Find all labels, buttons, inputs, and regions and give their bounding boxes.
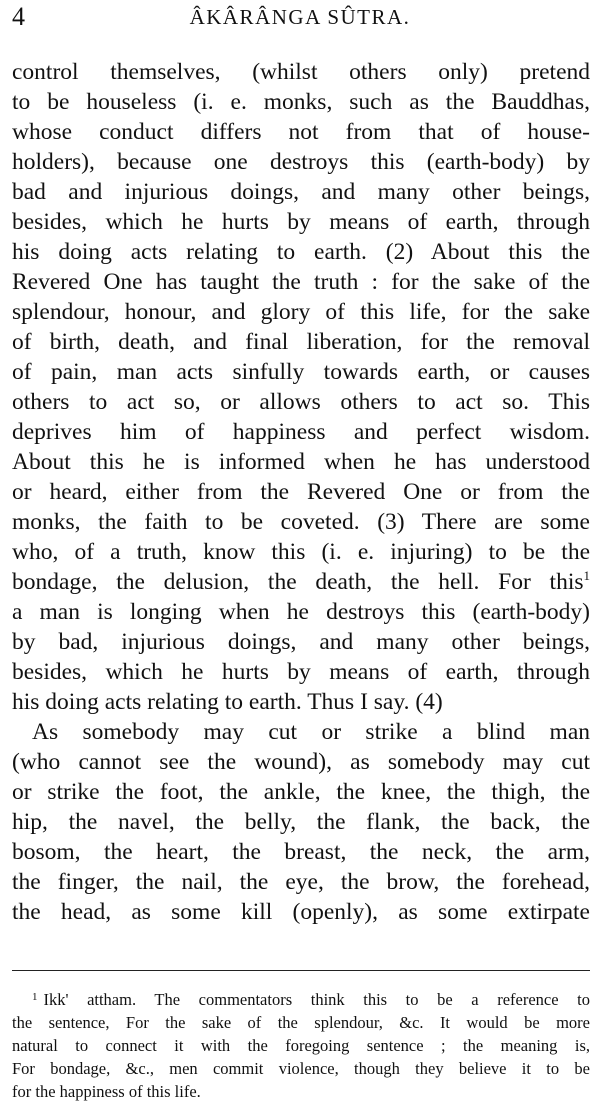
text-line: About this he is informed when he has understood (12, 449, 590, 475)
main-text (12, 57, 590, 927)
text-line: the finger, the nail, the eye, the brow, the forehead, (12, 869, 590, 895)
text-line: his doing acts relating to earth. Thus I say. (4) (12, 689, 443, 715)
footnote-line: natural to connect it with the foregoing sentence ; the meaning is, (12, 1036, 590, 1055)
text-line: Revered One has taught the truth : for the sake of the (12, 269, 590, 295)
text-line: besides, which he hurts by means of earth, through (12, 659, 590, 685)
footnote-first-line (12, 988, 590, 1011)
footnote-line: The commentators think this to be a reference to (154, 990, 590, 1009)
footnote (12, 988, 590, 1103)
text-line-with-footnote-ref (12, 567, 590, 597)
text-line: monks, the faith to be coveted. (3) There are some (12, 509, 590, 535)
text-line: of birth, death, and final liberation, for the removal (12, 329, 590, 355)
text-line: holders), because one destroys this (earth-body) by (12, 149, 590, 175)
text-line: others to act so, or allows others to act so. This (12, 389, 590, 415)
footnote-line: for the happiness of this life. (12, 1082, 201, 1101)
text-line: control themselves, (whilst others only) pretend (12, 59, 590, 85)
text-line: a man is longing when he destroys this (earth-body) (12, 599, 590, 625)
text-line: or strike the foot, the ankle, the knee, the thigh, the (12, 779, 590, 805)
text-line: (who cannot see the wound), as somebody may cut (12, 749, 590, 775)
text-line: or heard, either from the Revered One or from the (12, 479, 590, 505)
text-line: his doing acts relating to earth. (2) About this the (12, 239, 590, 265)
footnote-phrase: Ikk' attham. (43, 990, 137, 1009)
text-line: deprives him of happiness and perfect wisdom. (12, 419, 590, 445)
text-line: whose conduct differs not from that of house- (12, 119, 590, 145)
text-line-content: bondage, the delusion, the death, the hell. For this (12, 569, 584, 595)
text-line: the head, as some kill (openly), as some extirpate (12, 899, 590, 925)
text-line: of pain, man acts sinfully towards earth, or causes (12, 359, 590, 385)
page-number: 4 (12, 2, 25, 31)
text-line: bosom, the heart, the breast, the neck, the arm, (12, 839, 590, 865)
text-line: to be houseless (i. e. monks, such as the Bauddhas, (12, 89, 590, 115)
text-line: splendour, honour, and glory of this life, for the sake (12, 299, 590, 325)
text-line: hip, the navel, the belly, the flank, the back, the (12, 809, 590, 835)
text-line: by bad, injurious doings, and many other beings, (12, 629, 590, 655)
text-line: who, of a truth, know this (i. e. injuring) to be the (12, 539, 590, 565)
text-line: besides, which he hurts by means of earth, through (12, 209, 590, 235)
footnote-divider (12, 970, 590, 971)
footnote-line: the sentence, For the sake of the splendour, &c. It would be more (12, 1013, 590, 1032)
paragraph-first-line: As somebody may cut or strike a blind man (32, 719, 590, 745)
footnote-line: For bondage, &c., men commit violence, though they believe it to be (12, 1059, 590, 1078)
footnote-marker: 1 (32, 991, 38, 1003)
running-title: ÂKÂRÂNGA SÛTRA. (189, 5, 411, 29)
text-line: bad and injurious doings, and many other beings, (12, 179, 590, 205)
footnote-reference: 1 (583, 568, 590, 583)
page-header (12, 0, 588, 40)
